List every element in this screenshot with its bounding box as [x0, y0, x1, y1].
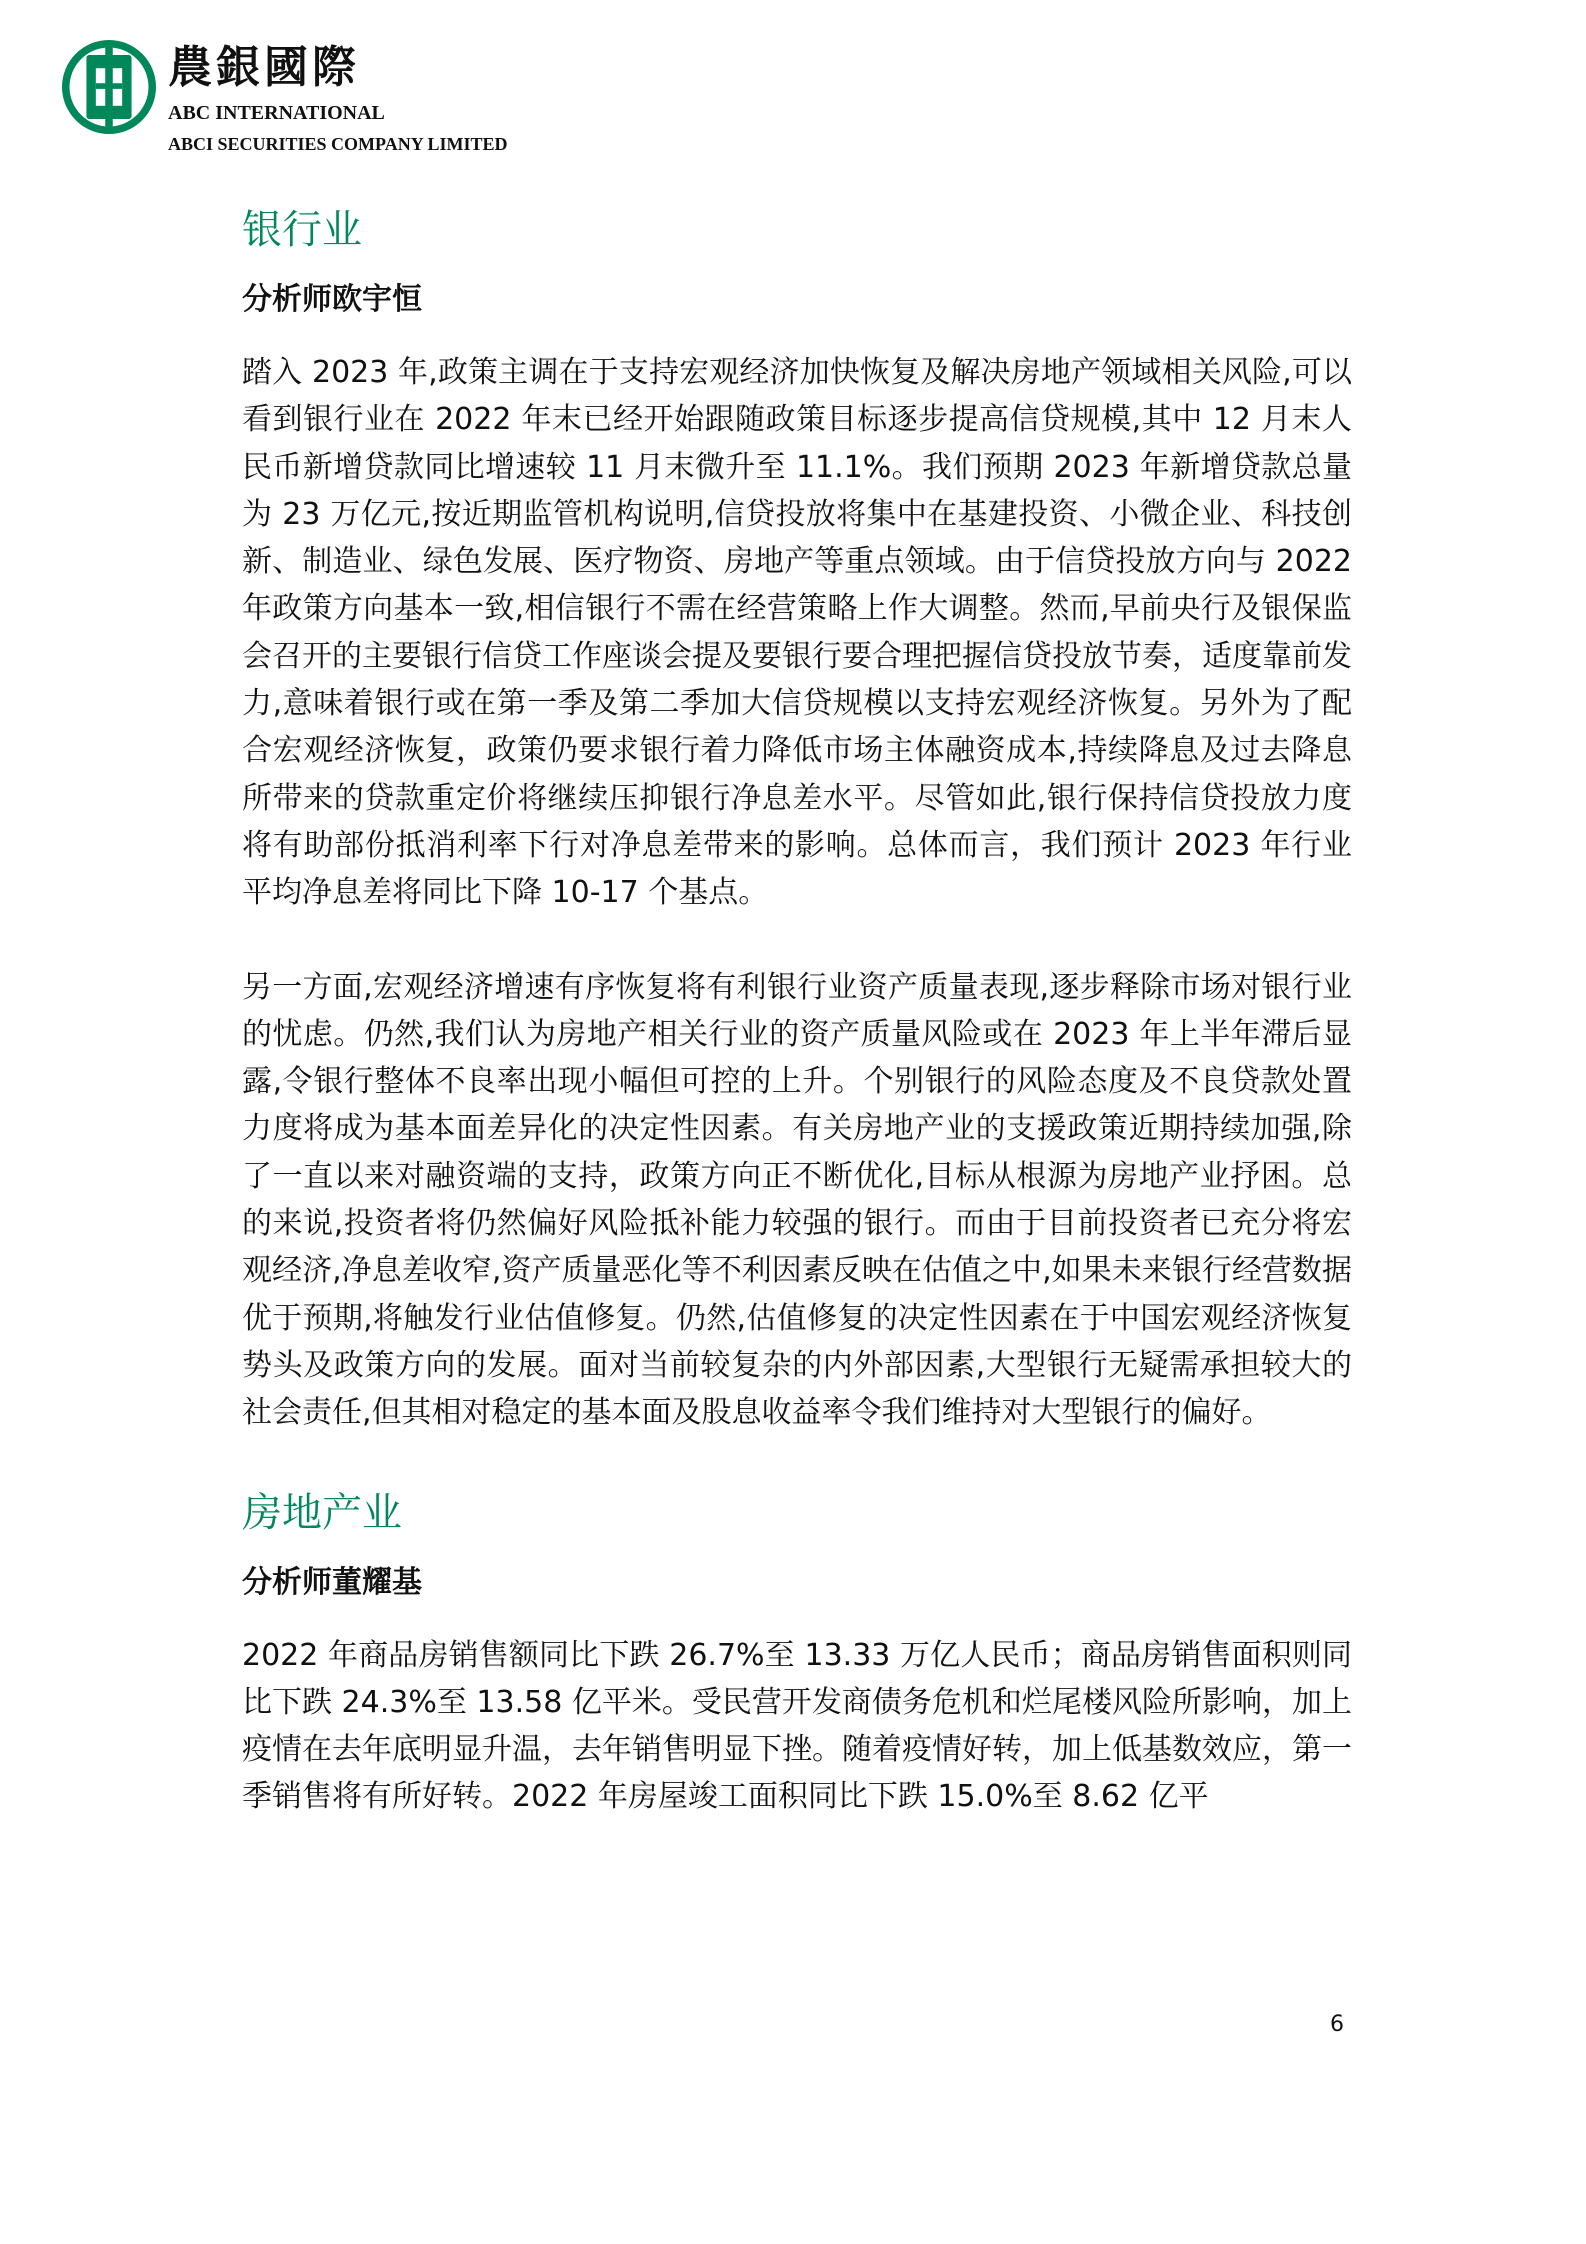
- report-body: [242, 200, 1352, 1821]
- page-number: 6: [1330, 2012, 1344, 2037]
- body-paragraph: 2022 年商品房销售额同比下跌 26.7%至 13.33 万亿人民币；商品房销售面积则同比下跌 24.3%至 13.58 亿平米。受民营开发商债务危机和烂尾楼风险所影响，加上疫情在去年底明显升温，去年销售明显下挫。随着疫情好转，加上低基数效应，第一季销售将有所好转。2022 年房屋竣工面积同比下跌 15.0%至 8.62 亿平: [242, 1637, 1352, 1815]
- section-real-estate: [242, 1483, 1352, 1821]
- body-paragraph: 踏入 2023 年,政策主调在于支持宏观经济加快恢复及解决房地产领域相关风险,可以看到银行业在 2022 年末已经开始跟随政策目标逐步提高信贷规模,其中 12 月末人民币新增贷款同比增速较 11 月末微升至 11.1%。我们预期 2023 年新增贷款总量为 23 万亿元,按近期监管机构说明,信贷投放将集中在基建投资、小微企业、科技创新、制造业、绿色发展、医疗物资、房地产等重点领域。由于信贷投放方向与 2022 年政策方向基本一致,相信银行不需在经营策略上作大调整。然而,早前央行及银保监会召开的主要银行信贷工作座谈会提及要银行要合理把握信贷投放节奏，适度靠前发力,意味着银行或在第一季及第二季加大信贷规模以支持宏观经济恢复。另外为了配合宏观经济恢复，政策仍要求银行着力降低市场主体融资成本,持续降息及过去降息所带来的贷款重定价将继续压抑银行净息差水平。尽管如此,银行保持信贷投放力度将有助部份抵消利率下行对净息差带来的影响。总体而言，我们预计 2023 年行业平均净息差将同比下降 10-17 个基点。: [242, 355, 1352, 911]
- abc-wheat-coin-logo-icon: [62, 40, 156, 134]
- page-header: [60, 40, 620, 160]
- section-title: 房地产业: [242, 1489, 402, 1536]
- body-paragraph: 另一方面,宏观经济增速有序恢复将有利银行业资产质量表现,逐步释除市场对银行业的忧虑。仍然,我们认为房地产相关行业的资产质量风险或在 2023 年上半年滞后显露,令银行整体不良率出现小幅但可控的上升。个别银行的风险态度及不良贷款处置力度将成为基本面差异化的决定性因素。有关房地产业的支援政策近期持续加强,除了一直以来对融资端的支持，政策方向正不断优化,目标从根源为房地产业抒困。总的来说,投资者将仍然偏好风险抵补能力较强的银行。而由于目前投资者已充分将宏观经济,净息差收窄,资产质量恶化等不利因素反映在估值之中,如果未来银行经营数据优于预期,将触发行业估值修复。仍然,估值修复的决定性因素在于中国宏观经济恢复势头及政策方向的发展。面对当前较复杂的内外部因素,大型银行无疑需承担较大的社会责任,但其相对稳定的基本面及股息收益率令我们维持对大型银行的偏好。: [242, 969, 1352, 1431]
- analyst-name: 分析师欧宇恒: [242, 282, 422, 317]
- analyst-name: 分析师董耀基: [242, 1564, 422, 1600]
- section-title: 银行业: [242, 207, 362, 253]
- brand-name-chinese: 農銀國際: [168, 42, 360, 93]
- company-name: ABCI SECURITIES COMPANY LIMITED: [168, 134, 508, 154]
- section-banking: [242, 200, 1352, 1437]
- brand-name-english: ABC INTERNATIONAL: [168, 102, 385, 124]
